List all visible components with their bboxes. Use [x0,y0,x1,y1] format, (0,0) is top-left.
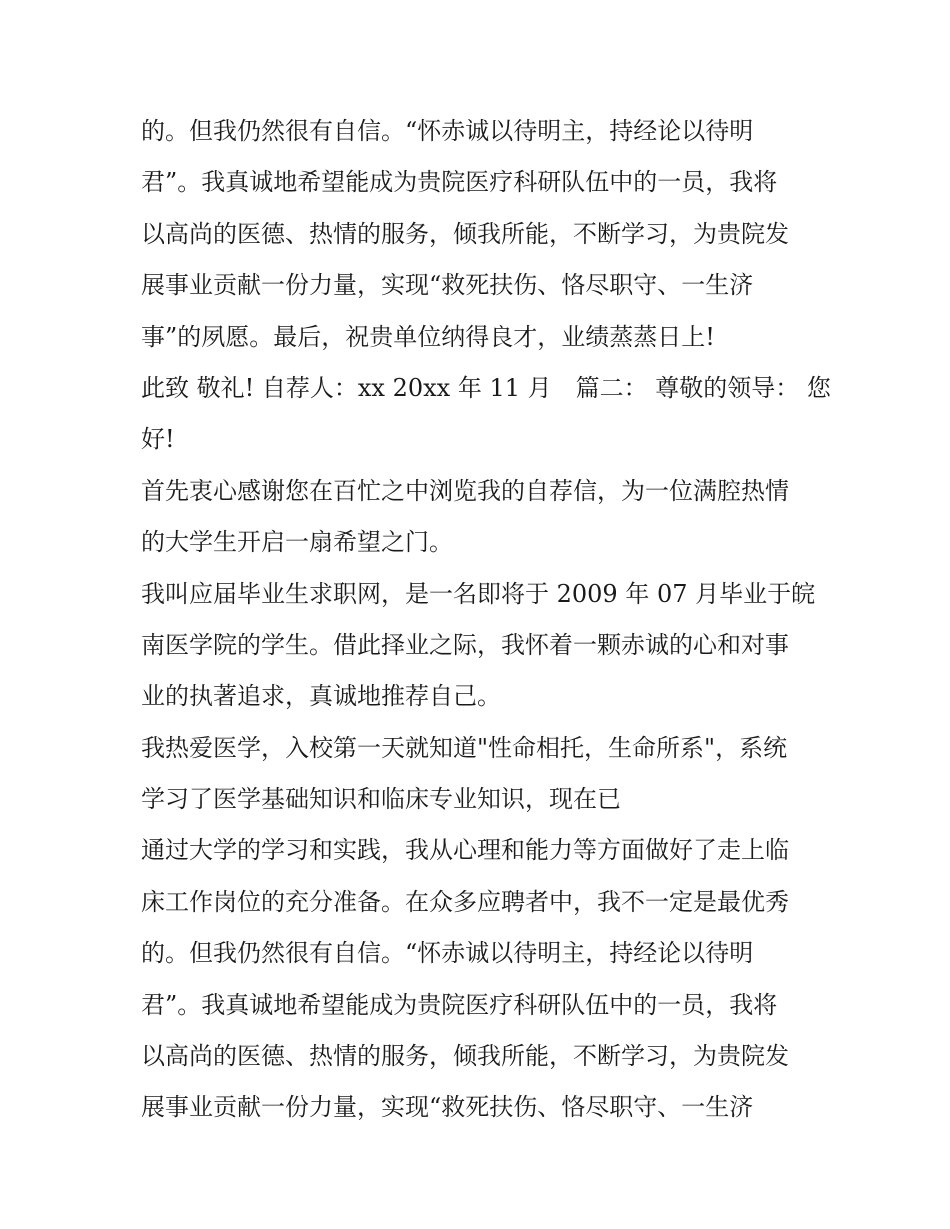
text-line: 床工作岗位的充分准备。在众多应聘者中，我不一定是最优秀 [141,887,789,916]
text-line: 展事业贡献一份力量，实现“救死扶伤、恪尽职守、一生济 [141,271,754,300]
text-line: 我热爱医学，入校第一天就知道"性命相托，生命所系"，系统 [141,733,788,762]
text-line: 学习了医学基础知识和临床专业知识，现在已 [141,785,621,814]
text-line: 君”。我真诚地希望能成为贵院医疗科研队伍中的一员，我将 [141,168,778,197]
text-line: 以高尚的医德、热情的服务，倾我所能，不断学习，为贵院发 [141,219,789,248]
text-line: 以高尚的医德、热情的服务，倾我所能，不断学习，为贵院发 [141,1042,789,1071]
text-line: 通过大学的学习和实践，我从心理和能力等方面做好了走上临 [141,836,789,865]
text-line: 的大学生开启一扇希望之门。 [141,528,453,557]
text-line: 好! [141,425,175,454]
text-line: 君”。我真诚地希望能成为贵院医疗科研队伍中的一员，我将 [141,990,778,1019]
text-line: 展事业贡献一份力量，实现“救死扶伤、恪尽职守、一生济 [141,1093,754,1122]
text-line: 我叫应届毕业生求职网，是一名即将于 2009 年 07 月毕业于皖 [141,579,816,608]
text-line: 此致 敬礼! 自荐人：xx 20xx 年 11 月 篇二： 尊敬的领导： 您 [141,373,831,402]
text-line: 业的执著追求，真诚地推荐自己。 [141,682,501,711]
text-line: 首先衷心感谢您在百忙之中浏览我的自荐信，为一位满腔热情 [141,476,789,505]
text-line: 事”的夙愿。最后，祝贵单位纳得良才，业绩蒸蒸日上! [141,322,715,351]
text-line: 南医学院的学生。借此择业之际，我怀着一颗赤诚的心和对事 [141,630,789,659]
letter-body [141,106,831,1134]
text-line: 的。但我仍然很有自信。“怀赤诚以待明主，持经论以待明 [141,939,754,968]
text-line: 的。但我仍然很有自信。“怀赤诚以待明主，持经论以待明 [141,117,754,145]
